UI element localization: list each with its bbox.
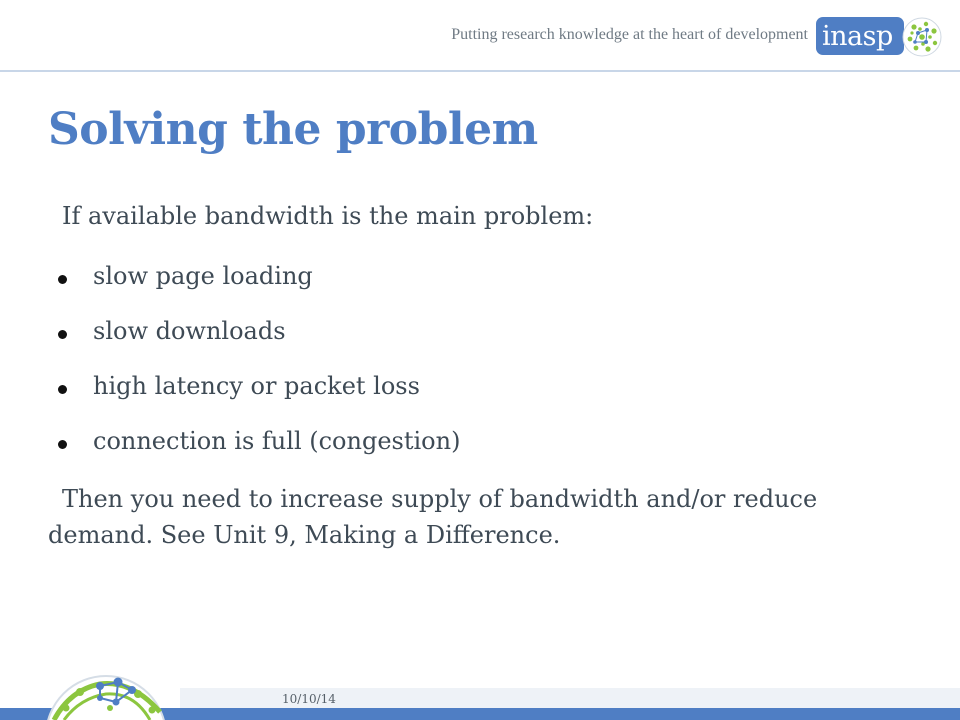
bullet-label: slow page loading xyxy=(93,262,313,290)
bullet-label: connection is full (congestion) xyxy=(93,427,461,455)
network-globe-icon xyxy=(40,668,176,720)
footer-date: 10/10/14 xyxy=(282,692,336,706)
header-tagline: Putting research knowledge at the heart of development xyxy=(451,26,808,43)
closing-text: Then you need to increase supply of bandwidth and/or reduce demand. See Unit 9, Making a Difference. xyxy=(48,485,818,549)
slide-title: Solving the problem xyxy=(48,104,538,155)
bullet-dot xyxy=(58,385,67,394)
bullet-label: high latency or packet loss xyxy=(93,372,420,400)
logo-badge xyxy=(816,17,904,55)
logo-wordmark: inasp xyxy=(822,21,893,52)
header-divider xyxy=(0,70,960,72)
bullet-dot xyxy=(58,330,67,339)
inasp-logo xyxy=(816,15,944,59)
intro-text: If available bandwidth is the main problem: xyxy=(62,202,594,230)
network-globe-icon xyxy=(900,15,944,59)
bullet-dot xyxy=(58,440,67,449)
bullet-dot xyxy=(58,275,67,284)
bullet-label: slow downloads xyxy=(93,317,286,345)
